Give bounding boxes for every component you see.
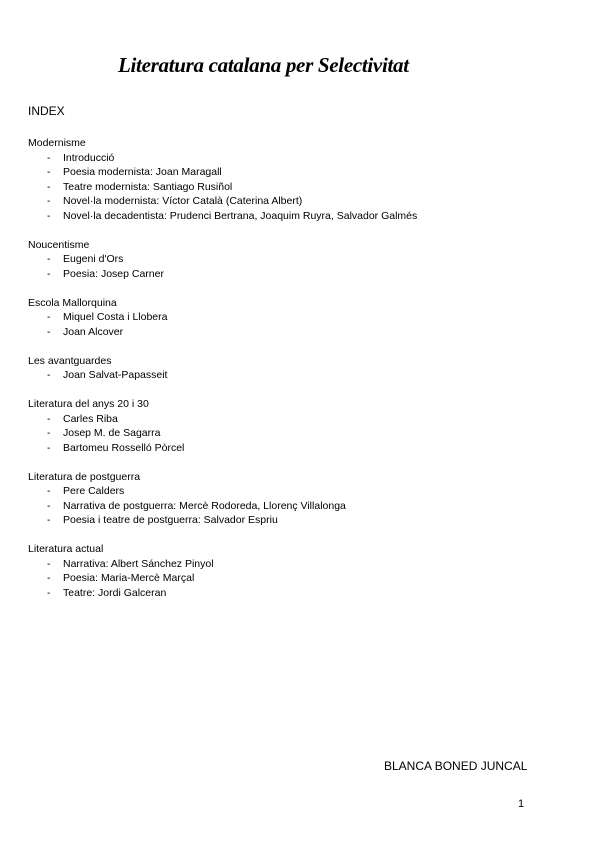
toc-item-text: Poesia i teatre de postguerra: Salvador Espriu <box>63 514 278 526</box>
dash-bullet: - <box>47 151 51 164</box>
author-name: BLANCA BONED JUNCAL <box>384 759 528 773</box>
toc-section <box>28 238 568 282</box>
toc-item-text: Miquel Costa i Llobera <box>63 311 168 323</box>
dash-bullet: - <box>47 412 51 425</box>
toc-item-text: Bartomeu Rosselló Pòrcel <box>63 441 185 454</box>
dash-bullet: - <box>47 557 51 570</box>
toc-item <box>28 426 568 441</box>
section-item-list <box>28 557 568 601</box>
toc-section <box>28 136 568 223</box>
toc-item-text: Novel·la modernista: Víctor Català (Caterina Albert) <box>63 195 303 207</box>
dash-bullet: - <box>47 195 51 207</box>
section-item-list <box>28 484 568 528</box>
toc-item-text: Eugeni d'Ors <box>63 253 124 265</box>
section-item-list <box>28 151 568 224</box>
section-item-list <box>28 252 568 281</box>
toc-item-text: Teatre modernista: Santiago Rusiñol <box>63 180 233 193</box>
toc-item <box>28 267 568 282</box>
section-item-list <box>28 368 568 383</box>
dash-bullet: - <box>47 325 51 338</box>
section-title: Modernisme <box>28 137 86 149</box>
toc-item <box>28 571 568 586</box>
toc-item <box>28 586 568 601</box>
toc-item <box>28 209 568 224</box>
toc-item-text: Pere Calders <box>63 485 125 497</box>
section-title: Literatura del anys 20 i 30 <box>28 398 149 410</box>
toc-section <box>28 354 568 383</box>
section-title: Les avantguardes <box>28 354 112 367</box>
dash-bullet: - <box>47 572 51 584</box>
section-item-list <box>28 412 568 456</box>
dash-bullet: - <box>47 369 51 381</box>
toc-item <box>28 557 568 572</box>
toc-item-text: Joan Salvat-Papasseit <box>63 369 168 381</box>
dash-bullet: - <box>47 485 51 497</box>
toc-section <box>28 542 568 600</box>
document-title: Literatura catalana per Selectivitat <box>118 53 409 77</box>
toc-item <box>28 513 568 528</box>
toc-item <box>28 325 568 340</box>
dash-bullet: - <box>47 514 51 526</box>
toc-item <box>28 165 568 180</box>
toc-item <box>28 194 568 209</box>
toc-item <box>28 499 568 514</box>
toc-item <box>28 368 568 383</box>
toc-item-text: Narrativa de postguerra: Mercè Rodoreda, Llorenç Villalonga <box>63 499 346 512</box>
toc-item <box>28 151 568 166</box>
toc-section <box>28 397 568 455</box>
dash-bullet: - <box>47 267 51 280</box>
toc-item-text: Josep M. de Sagarra <box>63 427 161 439</box>
toc-item <box>28 310 568 325</box>
toc-section <box>28 296 568 340</box>
toc-section <box>28 470 568 528</box>
toc-item <box>28 180 568 195</box>
toc-item-text: Joan Alcover <box>63 325 124 338</box>
toc-item <box>28 252 568 267</box>
toc-item <box>28 484 568 499</box>
toc-item <box>28 412 568 427</box>
dash-bullet: - <box>47 586 51 599</box>
section-title: Escola Mallorquina <box>28 296 117 309</box>
table-of-contents <box>28 136 568 615</box>
dash-bullet: - <box>47 166 51 178</box>
section-title: Literatura actual <box>28 543 104 555</box>
toc-item-text: Teatre: Jordi Galceran <box>63 586 167 599</box>
toc-item <box>28 441 568 456</box>
dash-bullet: - <box>47 209 51 222</box>
toc-item-text: Novel·la decadentista: Prudenci Bertrana, Joaquim Ruyra, Salvador Galmés <box>63 209 418 222</box>
dash-bullet: - <box>47 253 51 265</box>
dash-bullet: - <box>47 180 51 193</box>
toc-item-text: Narrativa: Albert Sánchez Pinyol <box>63 557 214 570</box>
page-number: 1 <box>518 798 525 810</box>
dash-bullet: - <box>47 499 51 512</box>
toc-item-text: Poesia modernista: Joan Maragall <box>63 166 222 178</box>
dash-bullet: - <box>47 441 51 454</box>
dash-bullet: - <box>47 427 51 439</box>
section-title: Literatura de postguerra <box>28 470 141 483</box>
toc-item-text: Poesia: Maria-Mercè Marçal <box>63 572 195 584</box>
toc-item-text: Carles Riba <box>63 412 118 425</box>
toc-item-text: Poesia: Josep Carner <box>63 267 164 280</box>
section-title: Noucentisme <box>28 238 90 251</box>
section-item-list <box>28 310 568 339</box>
toc-item-text: Introducció <box>63 151 115 164</box>
dash-bullet: - <box>47 311 51 323</box>
index-heading: INDEX <box>28 104 65 118</box>
